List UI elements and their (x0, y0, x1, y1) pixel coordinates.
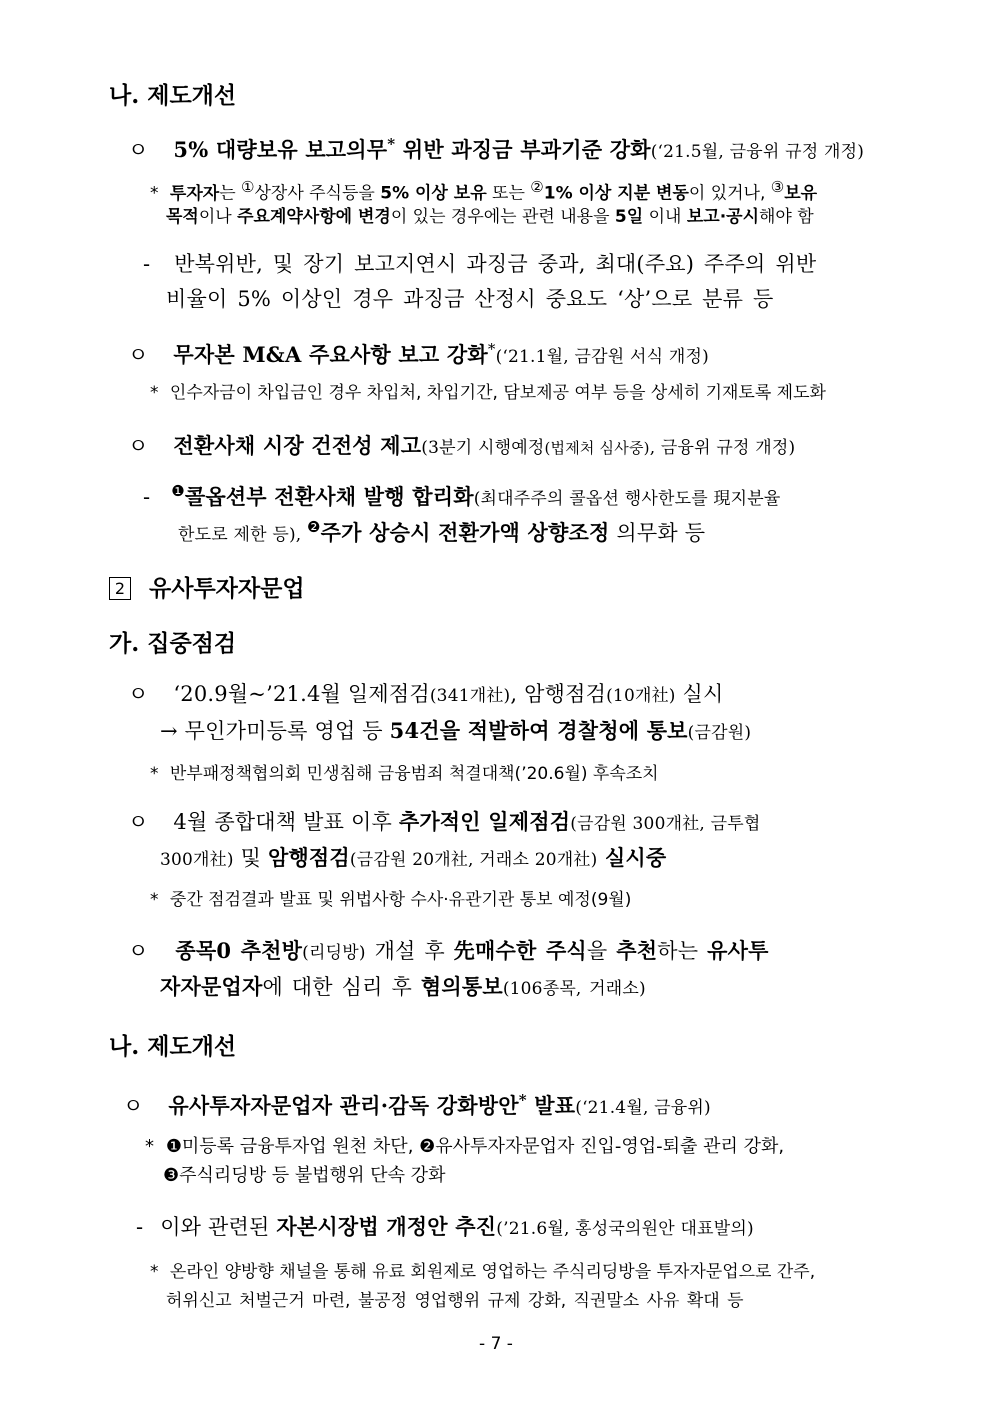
note-star: * (150, 183, 159, 204)
note-text: 인수자금이 차입금인 경우 차입처, 차입기간, 담보제공 여부 등을 상세히 기재토록 제도화 (169, 383, 826, 403)
circle-number-2: ② (530, 178, 544, 196)
note-text-bold: 주요계약사항에 변경 (237, 207, 391, 227)
bullet-text: 실시 (675, 682, 724, 706)
note-star: * (145, 1136, 154, 1157)
bullet-text-bold: 유사투 (707, 938, 769, 963)
bullet-marker: ㅇ (123, 1094, 144, 1118)
bullet-additional-inspection-line2 (160, 845, 666, 871)
bullet-text-bold: 자자문업자 (160, 974, 263, 999)
bullet-text: 4월 종합대책 발표 이후 (173, 810, 399, 834)
circle-number-1: ❶ (165, 1136, 182, 1157)
footnote-star: * (518, 1091, 527, 1109)
note-text: 는 (219, 183, 242, 204)
dash-note: (최대주주의 콜옵션 행사한도를 現지분율 (473, 489, 781, 509)
bullet-text: 을 (586, 939, 617, 963)
bullet-text: ‘20.9월~’21.4월 일제점검 (173, 682, 430, 706)
dash-text-bold: 자본시장법 개정안 추진 (276, 1214, 497, 1239)
bullet-text-bold: 혐의통보 (420, 974, 503, 999)
note-text-bold: 5% 이상 보유 (380, 183, 487, 204)
note-text: 투자자 (169, 183, 220, 204)
circle-number-1: ❶ (171, 482, 185, 500)
bullet-title: 5% 대량보유 보고의무 (173, 137, 388, 162)
bullet-note: (106종목, 거래소) (502, 979, 646, 999)
bullet-text-bold: 추천 (616, 938, 658, 963)
note-text: 반부패정책협의회 민생침해 금융범죄 척결대책(’20.6월) 후속조치 (169, 764, 659, 784)
bullet-title: 전환사채 시장 건전성 제고 (173, 433, 422, 458)
circle-number-2: ❷ (419, 1136, 436, 1157)
bullet-marker: ㅇ (128, 682, 149, 706)
bullet-leading-room-line2 (160, 974, 646, 1000)
bullet-text: , 암행점검 (510, 682, 607, 706)
bullet-title-cont: 발표 (526, 1093, 576, 1118)
note-investor-obligation-line2 (166, 207, 814, 227)
note-text: 상장사 주식등을 (254, 183, 381, 204)
note-text-bold: 5일 (614, 207, 644, 227)
dash-repeat-violation-line2: 비율이 5% 이상인 경우 과징금 산정시 중요도 ‘상’으로 분류 등 (166, 287, 774, 311)
dash-marker: - (143, 252, 151, 276)
note-online-channel-line1 (150, 1262, 815, 1282)
note-plan-items-line2 (163, 1165, 445, 1187)
section-heading-pseudo-advisory (109, 575, 305, 603)
bullet-marker: ㅇ (128, 138, 149, 162)
section-heading-inspection: 가. 집중점검 (109, 630, 237, 657)
note-text: 온라인 양방향 채널을 통해 유료 회원제로 영업하는 주식리딩방을 투자자문업으로 간주, (169, 1262, 816, 1282)
bullet-marker: ㅇ (128, 810, 149, 834)
bullet-note: (금감원 20개社, 거래소 20개社) (349, 850, 598, 870)
bullet-text-bold: 종목0 추천방 (175, 938, 303, 963)
bullet-inspection-period-line2 (160, 718, 751, 744)
note-text-bold: 보유 (784, 183, 818, 204)
bullet-ma-report (128, 340, 709, 368)
circle-number-2: ❷ (306, 518, 321, 536)
note-text: 중간 점검결과 발표 및 위법사항 수사·유관기관 통보 예정(9월) (169, 890, 632, 910)
note-text: 주식리딩방 등 불법행위 단속 강화 (179, 1165, 446, 1186)
note-interim-results (150, 890, 631, 910)
note-text: 이내 (643, 207, 687, 227)
bullet-note: (‘21.4월, 금융위) (575, 1098, 711, 1118)
dash-repeat-violation-line1 (143, 252, 816, 277)
bullet-note: (금감원) (687, 723, 752, 743)
bullet-note: (3분기 시행예정 (421, 438, 545, 458)
circle-number-3: ❸ (163, 1165, 180, 1186)
note-star: * (150, 890, 159, 910)
page-number: - 7 - (479, 1334, 513, 1354)
note-acquisition-funds (150, 383, 826, 403)
bullet-note-small: (법제처 심사중) (544, 439, 650, 457)
bullet-text-bold: 암행점검 (267, 845, 350, 870)
dash-text: 의무화 등 (609, 521, 706, 545)
footnote-star: * (487, 340, 496, 358)
dash-text-bold: 콜옵션부 전환사채 발행 합리화 (184, 484, 474, 509)
note-plan-items-line1 (145, 1136, 784, 1158)
note-text: 유사투자자문업자 진입-영업-퇴출 관리 강화, (435, 1136, 785, 1157)
arrow-marker: → (160, 719, 178, 743)
note-star: * (150, 764, 159, 784)
bullet-title: 유사투자자문업자 관리·감독 강화방안 (168, 1093, 519, 1118)
dash-text: 반복위반, 및 장기 보고지연시 과징금 중과, 최대(주요) 주주의 위반 (174, 252, 817, 276)
note-star: * (150, 383, 159, 403)
note-text-bold: 목적 (166, 207, 199, 227)
note-text-bold: 1% 이상 지분 변동 (543, 183, 689, 204)
dash-capital-market-act (136, 1214, 754, 1240)
bullet-text: 하는 (657, 939, 708, 963)
bullet-text: 및 (233, 846, 268, 870)
note-anticorruption (150, 764, 659, 784)
bullet-marker: ㅇ (128, 939, 149, 963)
circle-number-1: ① (241, 178, 255, 196)
bullet-title: 무자본 M&A 주요사항 보고 강화 (173, 342, 488, 367)
dash-marker: - (143, 485, 151, 509)
bullet-note: (10개社) (606, 686, 676, 706)
bullet-marker: ㅇ (128, 434, 149, 458)
bullet-note: , 금융위 규정 개정) (649, 438, 796, 458)
bullet-additional-inspection-line1 (128, 809, 760, 835)
bullet-inspection-period-line1 (128, 682, 723, 707)
dash-note: 한도로 제한 등), (178, 525, 307, 545)
note-text: 또는 (486, 183, 531, 204)
circle-number-3: ③ (770, 178, 785, 196)
dash-call-option-line1 (143, 482, 781, 510)
bullet-title-cont: 위반 과징금 부과기준 강화 (395, 137, 651, 162)
bullet-text: 에 대한 심리 후 (262, 975, 421, 999)
note-text: 이 있거나, (688, 183, 771, 204)
bullet-leading-room-line1 (128, 938, 769, 964)
bullet-marker: ㅇ (128, 343, 149, 367)
bullet-note: (금감원 300개社, 금투협 (570, 814, 761, 834)
note-text: 미등록 금융투자업 원천 차단, (181, 1136, 420, 1157)
bullet-large-holding-penalty (128, 135, 864, 163)
note-investor-obligation-line1 (150, 178, 817, 204)
dash-text: 이와 관련된 (160, 1215, 277, 1239)
bullet-supervision-plan (123, 1091, 711, 1119)
footnote-star: * (387, 135, 396, 153)
bullet-convertible-bond (128, 433, 795, 459)
note-text-bold: 보고·공시 (686, 207, 759, 227)
dash-text-bold: 주가 상승시 전환가액 상향조정 (320, 520, 610, 545)
dash-marker: - (136, 1215, 144, 1239)
bullet-note: (‘21.1월, 금감원 서식 개정) (495, 347, 709, 367)
section-number-box: 2 (109, 577, 131, 600)
bullet-note: 300개社) (160, 850, 234, 870)
bullet-text: 무인가미등록 영업 등 (177, 719, 390, 743)
dash-note: (’21.6월, 홍성국의원안 대표발의) (496, 1219, 754, 1239)
section-heading-reform-1: 나. 제도개선 (109, 82, 237, 109)
bullet-text-bold: 추가적인 일제점검 (398, 809, 571, 834)
bullet-note: (리딩방) (302, 943, 366, 963)
note-text: 해야 함 (759, 207, 814, 227)
dash-call-option-line2 (178, 518, 705, 546)
bullet-note: (341개社) (429, 686, 511, 706)
section-title: 유사투자자문업 (149, 575, 305, 602)
note-text: 이나 (198, 207, 238, 227)
section-heading-reform-2: 나. 제도개선 (109, 1033, 237, 1060)
bullet-text-bold: 54건을 적발하여 경찰청에 통보 (389, 718, 688, 743)
bullet-text-bold: 실시중 (597, 845, 667, 870)
note-text: 이 있는 경우에는 관련 내용을 (390, 207, 615, 227)
note-online-channel-line2: 허위신고 처벌근거 마련, 불공정 영업행위 규제 강화, 직권말소 사유 확대 등 (166, 1291, 744, 1311)
note-star: * (150, 1262, 159, 1282)
bullet-text: 개설 후 (365, 939, 454, 963)
bullet-note: (‘21.5월, 금융위 규정 개정) (650, 142, 865, 162)
bullet-text-bold: 先매수한 주식 (453, 938, 587, 963)
